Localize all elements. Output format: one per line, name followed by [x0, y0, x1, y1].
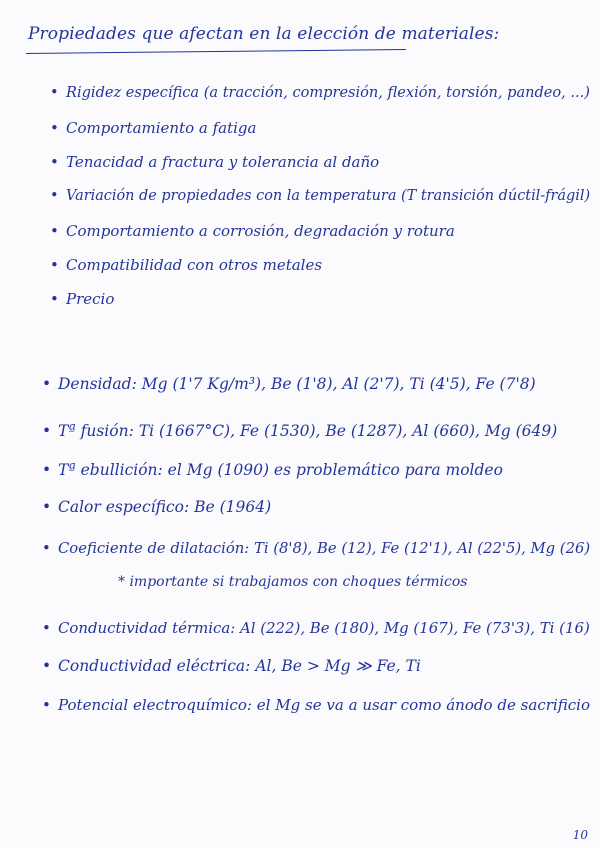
- list-item: [42, 619, 590, 637]
- list-item-text: Densidad: Mg (1'7 Kg/m³), Be (1'8), Al (2'7), Ti (4'5), Fe (7'8): [58, 375, 536, 393]
- list-item-text: Tª ebullición: el Mg (1090) es problemático para moldeo: [58, 461, 503, 479]
- list-item-text: Tenacidad a fractura y tolerancia al daño: [66, 153, 380, 171]
- list-item-text: Conductividad eléctrica: Al, Be > Mg ≫ Fe, Ti: [58, 657, 421, 675]
- list-item-text: Potencial electroquímico: el Mg se va a usar como ánodo de sacrificio: [58, 696, 591, 714]
- list-item: [50, 256, 322, 274]
- page-number: 10: [572, 828, 588, 842]
- bullet-icon: •: [50, 153, 59, 171]
- bullet-icon: •: [42, 461, 52, 479]
- list-item: [50, 84, 590, 101]
- list-item: [42, 696, 590, 714]
- list-item: [42, 657, 421, 675]
- bullet-icon: •: [50, 290, 59, 308]
- list-item-text: Rigidez específica (a tracción, compresión, flexión, torsión, pandeo, ...): [66, 84, 590, 101]
- bullet-icon: •: [42, 696, 51, 714]
- list-item: [42, 461, 503, 479]
- list-item: [42, 498, 271, 516]
- list-item-text: Compatibilidad con otros metales: [66, 256, 323, 274]
- list-item: [42, 375, 536, 393]
- list-item: [50, 290, 114, 308]
- list-item: [50, 188, 590, 204]
- bullet-icon: •: [50, 119, 59, 137]
- list-item: [42, 422, 557, 440]
- title-underline: [26, 49, 406, 54]
- list-item: [50, 153, 379, 171]
- bullet-icon: •: [42, 619, 51, 637]
- bullet-icon: •: [42, 498, 52, 516]
- thermal-shock-note: * importante si trabajamos con choques térmicos: [118, 574, 468, 590]
- list-item-text: Precio: [66, 290, 115, 308]
- list-item-text: Calor específico: Be (1964): [58, 498, 272, 516]
- list-item-text: Conductividad térmica: Al (222), Be (180), Mg (167), Fe (73'3), Ti (16): [58, 619, 590, 637]
- list-item: [42, 540, 590, 557]
- bullet-icon: •: [50, 256, 59, 274]
- page-title: Propiedades que afectan en la elección de materiales:: [28, 24, 500, 44]
- bullet-icon: •: [42, 422, 52, 440]
- bullet-icon: •: [42, 657, 52, 675]
- list-item: [50, 222, 455, 240]
- list-item-text: Variación de propiedades con la temperatura (T transición dúctil-frágil): [66, 188, 591, 204]
- bullet-icon: •: [50, 84, 59, 101]
- list-item: [50, 119, 256, 137]
- bullet-icon: •: [50, 188, 59, 204]
- list-item-text: Comportamiento a corrosión, degradación y rotura: [66, 222, 455, 240]
- bullet-icon: •: [50, 222, 59, 240]
- list-item-text: Tª fusión: Ti (1667°C), Fe (1530), Be (1287), Al (660), Mg (649): [58, 422, 558, 440]
- list-item-text: Comportamiento a fatiga: [66, 119, 257, 137]
- list-item-text: Coeficiente de dilatación: Ti (8'8), Be (12), Fe (12'1), Al (22'5), Mg (26): [58, 540, 591, 557]
- bullet-icon: •: [42, 540, 51, 557]
- bullet-icon: •: [42, 375, 52, 393]
